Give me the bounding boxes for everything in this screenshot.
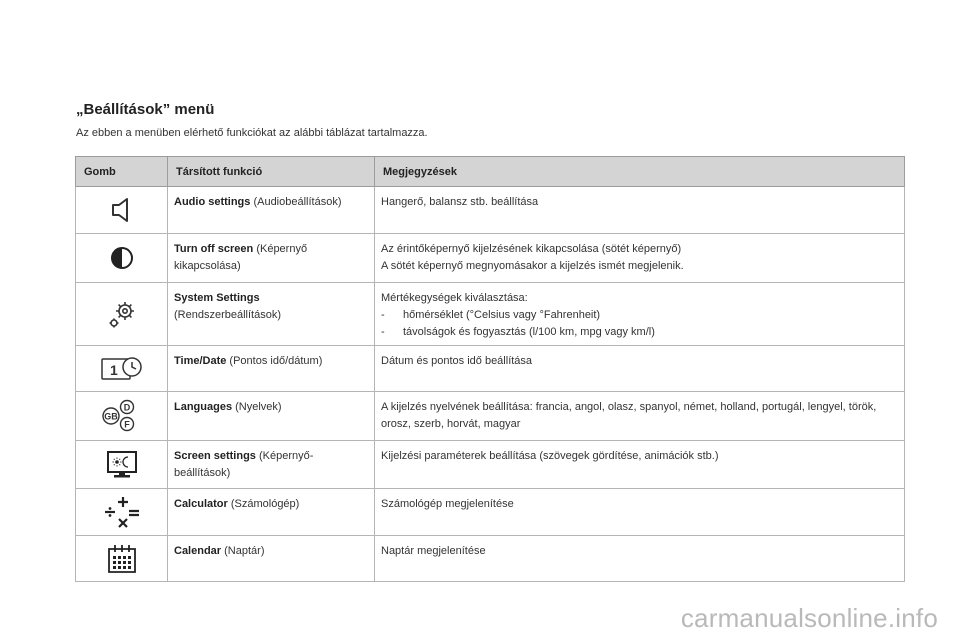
function-desc: (Képernyő kikapcsolása) [174, 243, 308, 272]
function-name: Time/Date [174, 355, 227, 367]
table-row [76, 489, 905, 536]
bullet-item: - távolságok és fogyasztás (l/100 km, mpg vagy km/l) [381, 326, 655, 338]
table-header-row [76, 157, 905, 187]
function-desc: (Naptár) [221, 545, 265, 557]
function-name: Languages [174, 401, 233, 413]
function-desc: (Audiobeállítások) [250, 196, 342, 208]
function-name: Calculator [174, 498, 228, 510]
header-function: Társított funkció [168, 157, 375, 187]
languages-icon [100, 399, 144, 433]
svg-text:D: D [123, 402, 130, 413]
calendar-clock-icon [100, 356, 144, 382]
table-row [76, 346, 905, 392]
note-text: Számológép megjelenítése [381, 498, 514, 510]
function-desc: (Pontos idő/dátum) [226, 355, 323, 367]
page-title: „Beállítások” menü [76, 101, 215, 118]
table-row [76, 283, 905, 346]
watermark: carmanualsonline.info [680, 603, 938, 633]
table-row [76, 234, 905, 283]
note-text: Mértékegységek kiválasztása: [381, 292, 528, 304]
calendar-icon [105, 543, 139, 575]
note-text: A sötét képernyő megnyomásakor a kijelzés ismét megjelenik. [381, 260, 684, 272]
svg-text:GB: GB [103, 411, 118, 422]
note-text: Kijelzési paraméterek beállítása (szövegek gördítése, animációk stb.) [381, 450, 719, 462]
table-row [76, 392, 905, 441]
function-name: Turn off screen [174, 243, 254, 255]
function-name: Audio settings [174, 196, 251, 208]
table-row [76, 536, 905, 582]
note-text: Dátum és pontos idő beállítása [381, 355, 533, 367]
gears-icon [107, 299, 137, 329]
screen-settings-icon [106, 450, 138, 480]
svg-text:1: 1 [109, 361, 118, 378]
speaker-icon [110, 197, 134, 223]
function-name: System Settings [174, 292, 260, 304]
note-text: A kijelzés nyelvének beállítása: francia, angol, olasz, spanyol, német, holland, portugál, lengyel, török, orosz, szerb, horvát, magyar [381, 401, 877, 430]
function-desc: (Képernyő-beállítások) [174, 450, 314, 479]
header-notes: Megjegyzések [375, 157, 905, 187]
svg-text:F: F [123, 419, 130, 430]
function-name: Calendar [174, 545, 222, 557]
table-row [76, 187, 905, 234]
half-circle-icon [110, 246, 134, 270]
note-text: Hangerő, balansz stb. beállítása [381, 196, 539, 208]
calculator-icon [102, 495, 142, 529]
header-button: Gomb [76, 157, 168, 187]
note-text: Naptár megjelenítése [381, 545, 486, 557]
function-name: Screen settings [174, 450, 256, 462]
intro-text: Az ebben a menüben elérhető funkciókat az alábbi táblázat tartalmazza. [76, 127, 428, 139]
function-desc: (Nyelvek) [232, 401, 282, 413]
bullet-item: - hőmérséklet (°Celsius vagy °Fahrenheit) [381, 309, 601, 321]
table-row [76, 441, 905, 489]
settings-table [75, 156, 905, 582]
function-desc: (Rendszerbeállítások) [174, 309, 281, 321]
note-text: Az érintőképernyő kijelzésének kikapcsolása (sötét képernyő) [381, 243, 682, 255]
function-desc: (Számológép) [227, 498, 300, 510]
